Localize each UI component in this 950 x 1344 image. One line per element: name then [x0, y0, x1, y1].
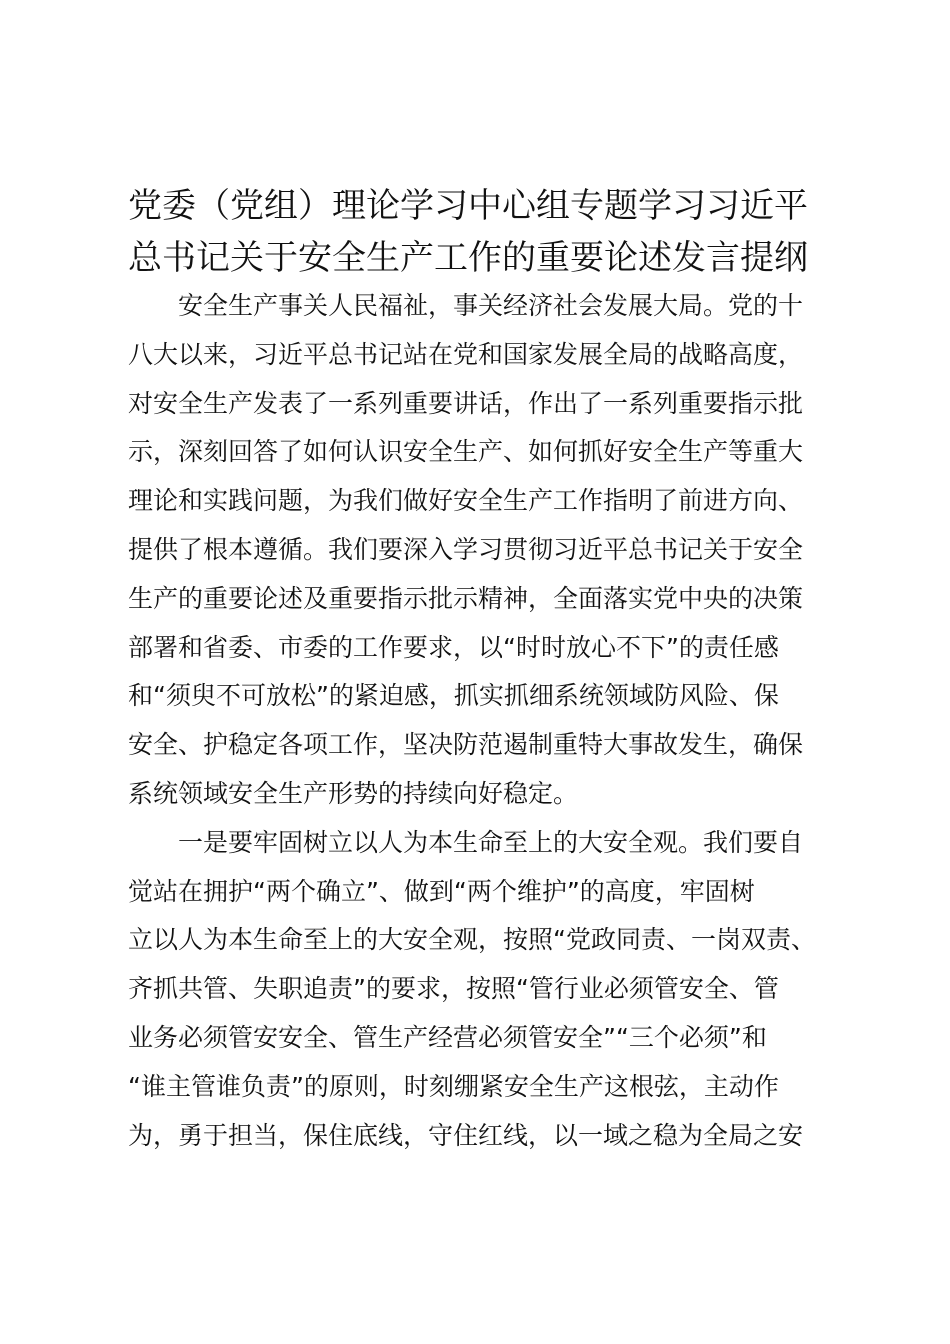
title-line: 党委（党组）理论学习中心组专题学习习近平 — [128, 186, 808, 226]
paragraph-line: 齐抓共管、失职追责”的要求，按照“管行业必须管安全、管 — [128, 974, 779, 1004]
paragraph-line: 系统领域安全生产形势的持续向好稳定。 — [128, 778, 579, 808]
document-title — [128, 180, 848, 284]
paragraph-line: 部署和省委、市委的工作要求，以“时时放心不下”的责任感 — [128, 632, 779, 662]
title-line: 总书记关于安全生产工作的重要论述发言提纲 — [128, 238, 808, 278]
paragraph-line: 八大以来，习近平总书记站在党和国家发展全局的战略高度， — [128, 339, 804, 369]
paragraph-line: 理论和实践问题，为我们做好安全生产工作指明了前进方向、 — [128, 486, 804, 516]
paragraph-line: 觉站在拥护“两个确立”、做到“两个维护”的高度，牢固树 — [128, 876, 755, 906]
paragraph-line: 为，勇于担当，保住底线，守住红线，以一域之稳为全局之安 — [128, 1120, 804, 1150]
paragraph-line: 生产的重要论述及重要指示批示精神，全面落实党中央的决策 — [128, 583, 804, 613]
document-body — [128, 282, 848, 1160]
paragraph-line: “谁主管谁负责”的原则，时刻绷紧安全生产这根弦，主动作 — [128, 1071, 779, 1101]
paragraph-line: 一是要牢固树立以人为本生命至上的大安全观。我们要自 — [178, 827, 804, 857]
paragraph-line: 和“须臾不可放松”的紧迫感，抓实抓细系统领域防风险、保 — [128, 681, 779, 711]
paragraph-line: 安全、护稳定各项工作，坚决防范遏制重特大事故发生，确保 — [128, 730, 804, 760]
paragraph-intro — [128, 282, 848, 819]
paragraph-line: 示，深刻回答了如何认识安全生产、如何抓好安全生产等重大 — [128, 437, 804, 467]
paragraph-point-one — [128, 819, 848, 1161]
paragraph-line: 提供了根本遵循。我们要深入学习贯彻习近平总书记关于安全 — [128, 534, 804, 564]
paragraph-line: 业务必须管安安全、管生产经营必须管安全”“三个必须”和 — [128, 1022, 767, 1052]
paragraph-line: 安全生产事关人民福祉，事关经济社会发展大局。党的十 — [178, 291, 804, 320]
paragraph-line: 对安全生产发表了一系列重要讲话，作出了一系列重要指示批 — [128, 388, 804, 418]
paragraph-line: 立以人为本生命至上的大安全观，按照“党政同责、一岗双责、 — [128, 925, 816, 955]
